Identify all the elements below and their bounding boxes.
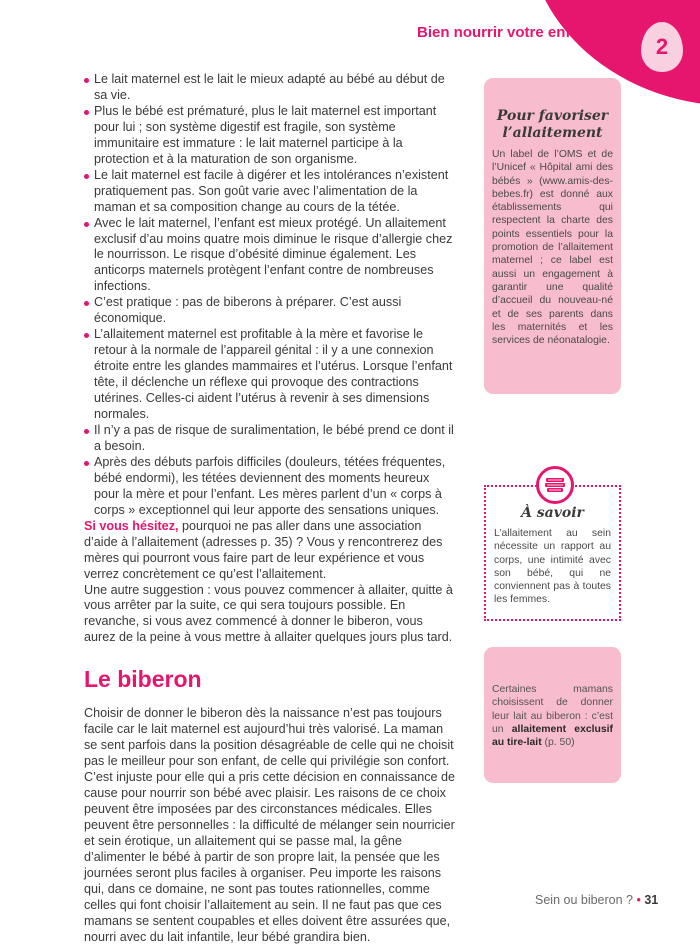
tire-lait-box <box>484 647 621 783</box>
running-header: Bien nourrir votre enfant <box>417 24 593 41</box>
chapter-badge: 2 <box>641 22 683 72</box>
biberon-paragraph: Choisir de donner le biberon dès la naissance n’est pas toujours facile car le lait maternel est aujourd’hui très valorisé. La maman se sent parfois dans la position désagréable de celle qui ne choisit pas le meilleur pour son enfant, de celle qui privilégie son confort. C’est injuste pour elle qui a pris cette décision en connaissance de cause pour nourrir son bébé avec plaisir. Les raisons de ce choix peuvent être imposées par des circonstances médicales. Elles peuvent être personnelles : la difficulté de mélanger sein nourricier et sein érotique, un allaitement qui se passe mal, la gêne d’alimenter le bébé à partir de son propre lait, la pensée que les journées seront plus faciles à organiser. Peu importe les raisons qui, dans ce domaine, ne sont pas toutes rationnelles, comme celles qui font choisir l’allaitement au sein. Il ne faut pas que ces mamans se sentent coupables et elles doivent être assurées que, nourri avec du lait infantile, leur bébé grandira bien. <box>84 706 456 944</box>
footer-separator: • <box>636 893 641 907</box>
info-box-allaitement <box>484 78 621 394</box>
list-item: Avec le lait maternel, l’enfant est mieux protégé. Un allaitement exclusif d’au moins quatre mois diminue le risque d’allergie chez le nourrisson. Le risque d’obésité diminue également. Les anticorps maternels protègent l’enfant contre de nombreuses infections. <box>84 216 456 296</box>
a-savoir-title: À savoir <box>521 505 584 521</box>
page-footer <box>535 893 658 907</box>
hesitez-text: pourquoi ne pas aller dans une association d’aide à l’allaitement (adresses p. 35) ? Vous y rencontrerez des mères qui pourront vous faire part de leur expérience et vous verrez concrètement ce qu’est l’allaitement. <box>84 518 443 581</box>
list-item: Il n’y a pas de risque de suralimentation, le bébé prend ce dont il a besoin. <box>84 423 456 455</box>
info-box-text: Un label de l’OMS et de l’Unicef « Hôpital ami des bébés » (www.amis-des-bebes.fr) est donné aux établissements qui respectent la charte des points essentiels pour la promotion de l’allaitement maternel ; ce label est aussi un engagement à garantir une qualité d’accueil du nouveau-né et de ses parents dans les maternités et les services de néonatalogie. <box>492 149 613 347</box>
info-box-title: Pour favoriser l’allaitement <box>496 108 609 141</box>
tire-lait-ref: (p. 50) <box>541 737 575 749</box>
main-column <box>84 72 456 946</box>
suggestion-paragraph: Une autre suggestion : vous pouvez commencer à allaiter, quitte à vous arrêter par la suite, ce qui sera toujours possible. En revanche, si vous avez commencé à donner le biberon, vous aurez de la peine à vous mettre à allaiter quelques jours plus tard. <box>84 582 453 645</box>
tire-lait-text: Certaines mamans choisissent de donner leur lait au biberon : c’est un <box>492 684 613 735</box>
section-heading: Le biberon <box>84 666 202 693</box>
a-savoir-box <box>484 485 621 621</box>
footer-label: Sein ou biberon ? <box>535 893 633 907</box>
books-icon <box>536 466 574 504</box>
list-item: Le lait maternel est le lait le mieux adapté au bébé au début de sa vie. <box>84 72 456 104</box>
list-item: Plus le bébé est prématuré, plus le lait maternel est important pour lui ; son système digestif est fragile, son système immunitaire est immature : le lait maternel participe à la protection et à la maturation de son organisme. <box>84 104 456 168</box>
hesitez-lead: Si vous hésitez, <box>84 518 179 533</box>
list-item: Le lait maternel est facile à digérer et les intolérances n’existent pratiquement pas. Son goût varie avec l’alimentation de la maman et sa composition change au cours de la tétée. <box>84 168 456 216</box>
tire-lait-bold: allaitement exclusif au tire-lait <box>492 723 613 749</box>
list-item: Après des débuts parfois difficiles (douleurs, tétées fréquentes, bébé endormi), les tétées deviennent des moments heureux pour la mère et pour l’enfant. Les mères parlent d’un « corps à corps » exceptionnel qui leur apporte des sensations uniques. <box>84 455 456 519</box>
a-savoir-text: L’allaitement au sein nécessite un rapport au corps, une intimité avec son bébé, qui ne conviennent pas à toutes les femmes. <box>494 528 611 606</box>
hesitez-paragraph <box>84 519 456 583</box>
advantages-list <box>84 72 456 519</box>
list-item: L’allaitement maternel est profitable à la mère et favorise le retour à la normale de l’appareil génital : il y a une connexion étroite entre les glandes mammaires et l’utérus. Lorsque l’enfant tête, il déclenche un réflexe qui provoque des contractions utérines. Celles-ci aident l’utérus à revenir à ses dimensions normales. <box>84 327 456 423</box>
list-item: C’est pratique : pas de biberons à préparer. C’est aussi économique. <box>84 295 456 327</box>
page-number: 31 <box>644 893 659 907</box>
